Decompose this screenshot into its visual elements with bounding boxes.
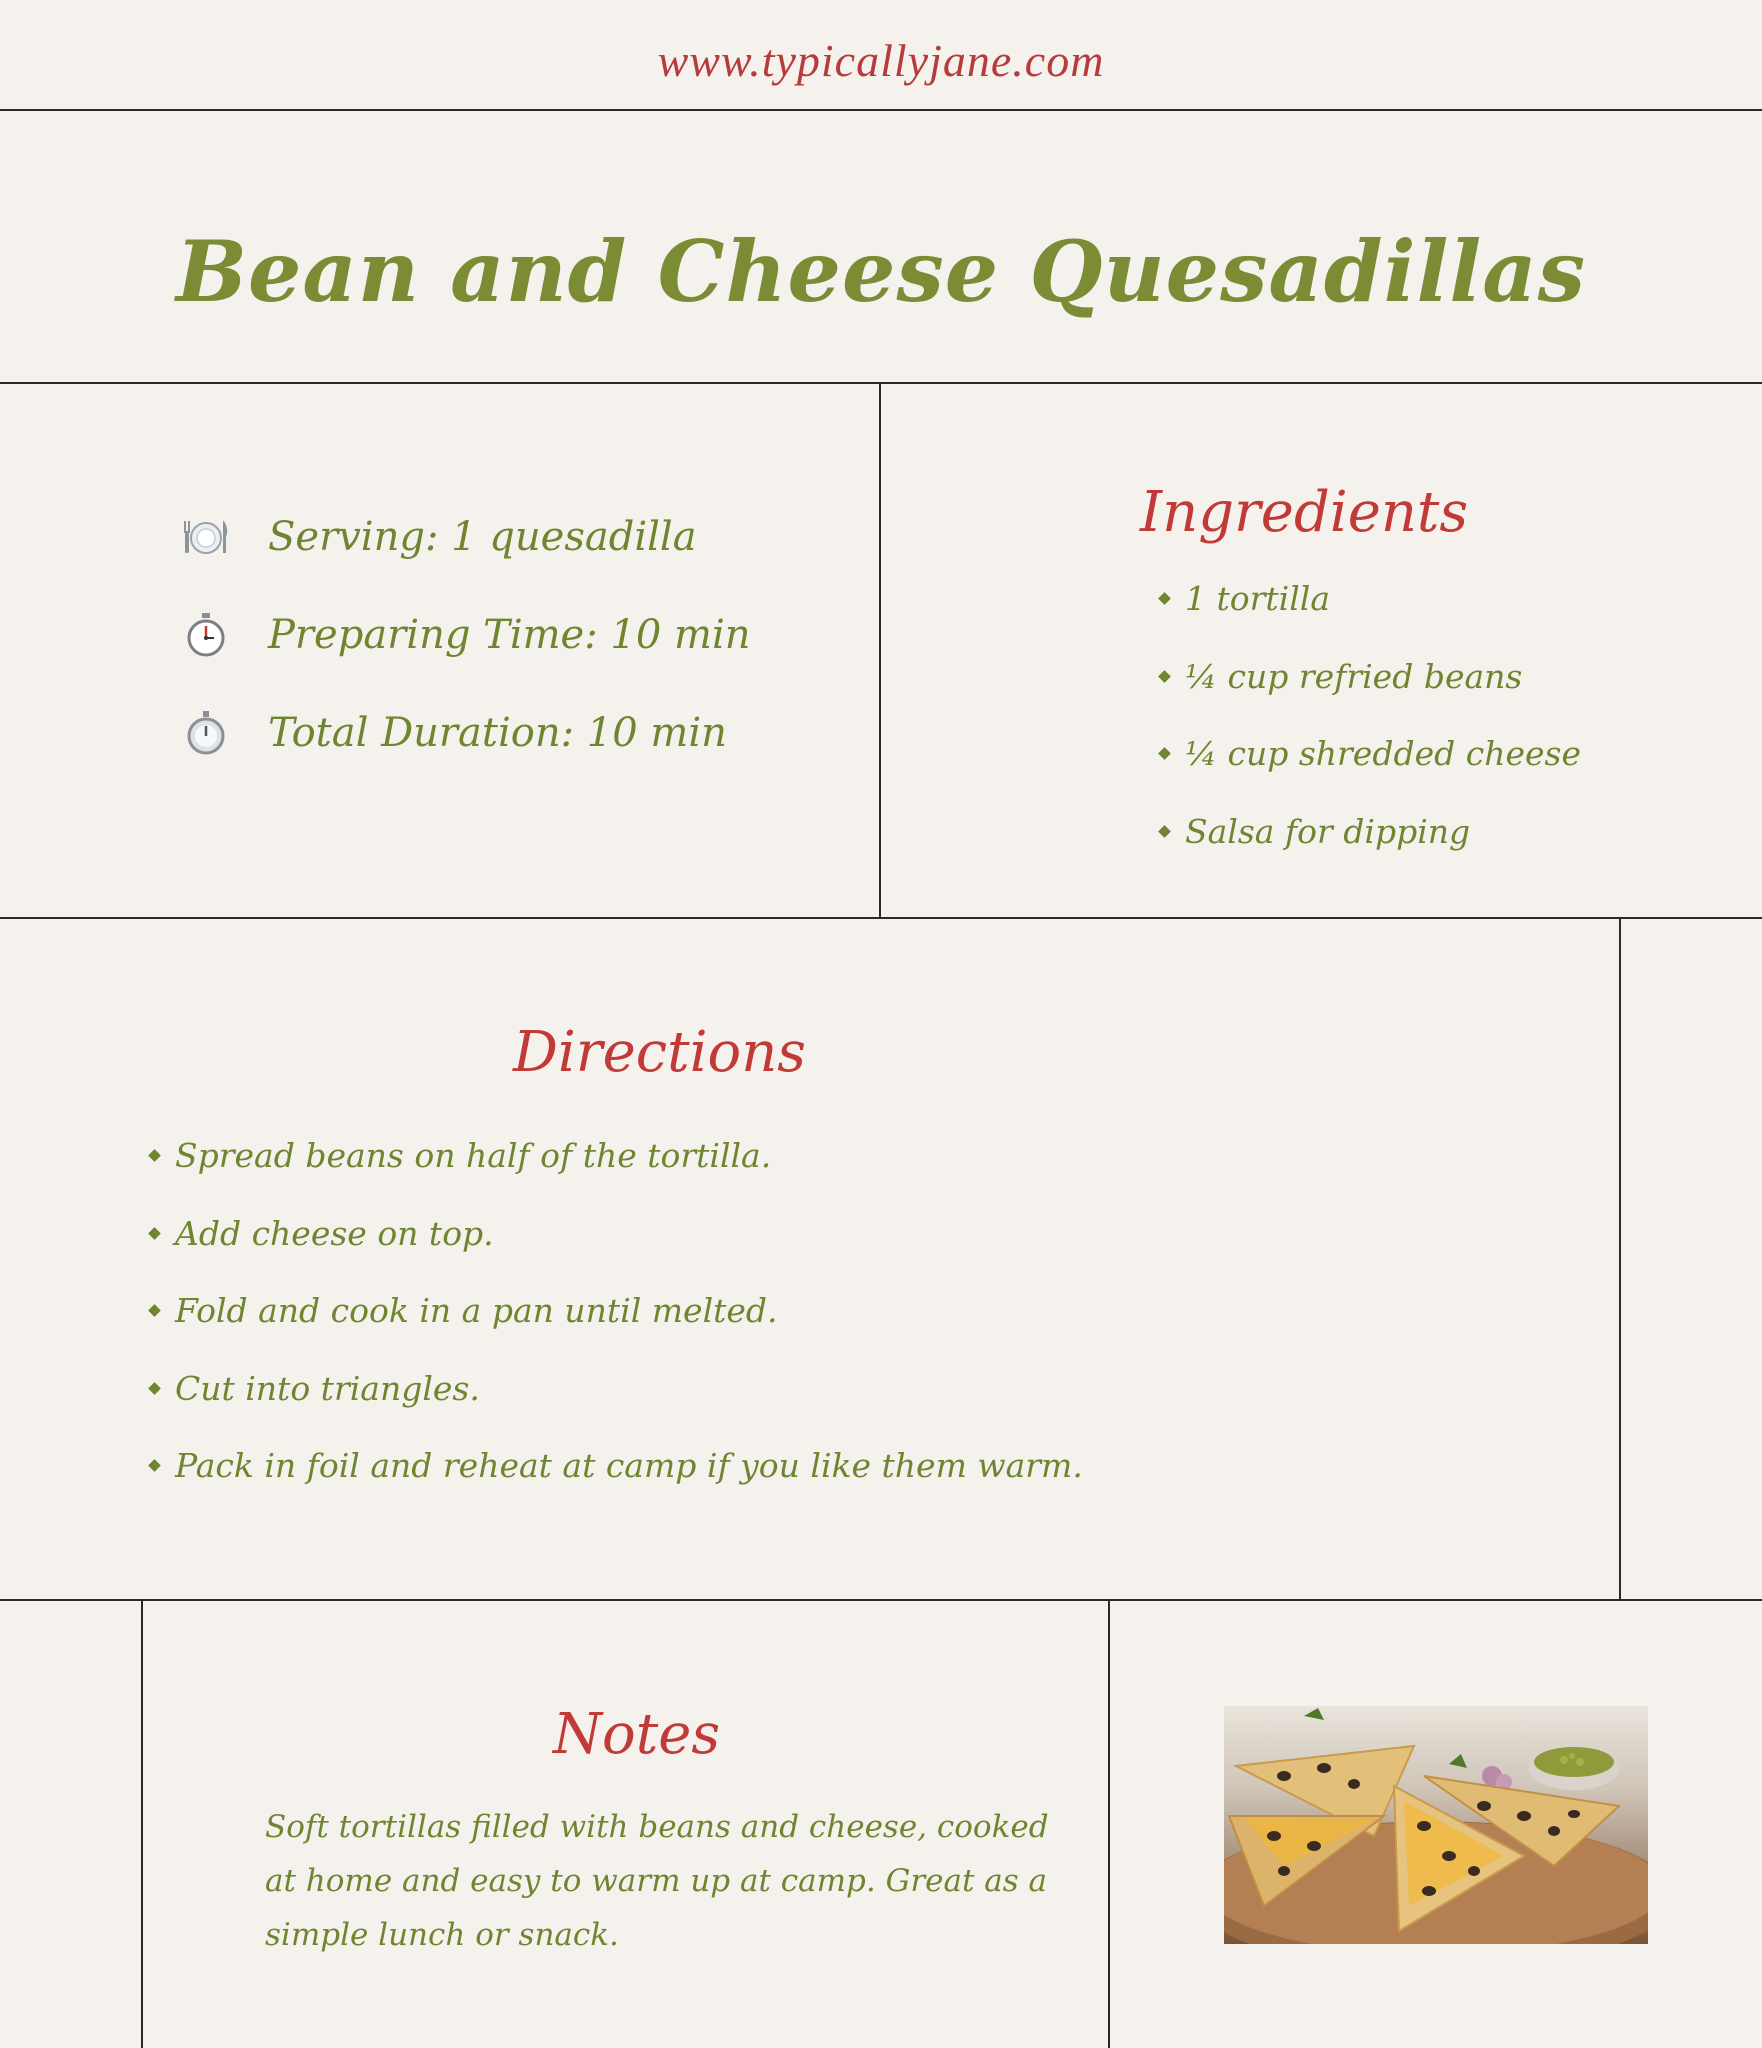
- direction-step: Fold and cook in a pan until melted.: [150, 1272, 1083, 1350]
- meta-total-duration: [180, 703, 727, 763]
- timer-dial-icon: [180, 707, 232, 759]
- divider-directions-right: [1619, 918, 1621, 1600]
- ingredient-item: ¼ cup refried beans: [1160, 638, 1581, 716]
- meta-prep-time: [180, 605, 751, 665]
- meta-prep-text: Preparing Time: 10 min: [268, 612, 751, 658]
- divider-notes-left: [141, 1600, 143, 2048]
- divider-directions: [0, 1599, 1762, 1601]
- recipe-title: Bean and Cheese Quesadillas: [175, 222, 1587, 321]
- ingredient-item: 1 tortilla: [1160, 560, 1581, 638]
- divider-meta-ingredients: [879, 383, 881, 918]
- notes-text: Soft tortillas filled with beans and cheese, cooked at home and easy to warm up at camp. Great as a simple lunch or snack.: [265, 1809, 1049, 1953]
- direction-step: Spread beans on half of the tortilla.: [150, 1117, 1083, 1195]
- site-url: www.typicallyjane.com: [657, 35, 1105, 86]
- direction-step: Cut into triangles.: [150, 1350, 1083, 1428]
- ingredients-list: [1160, 560, 1581, 870]
- plate-cutlery-icon: [180, 511, 232, 563]
- notes-heading: Notes: [553, 1702, 721, 1767]
- divider-header: [0, 109, 1762, 111]
- divider-notes-photo: [1108, 1600, 1110, 2048]
- ingredients-heading: Ingredients: [1140, 480, 1469, 545]
- directions-heading: Directions: [513, 1020, 807, 1085]
- divider-title: [0, 382, 1762, 384]
- direction-step: Add cheese on top.: [150, 1195, 1083, 1273]
- meta-total-text: Total Duration: 10 min: [268, 710, 727, 756]
- meta-serving: [180, 507, 697, 567]
- directions-list: [150, 1117, 1083, 1505]
- quesadilla-photo: [1224, 1706, 1648, 1944]
- direction-step: Pack in foil and reheat at camp if you like them warm.: [150, 1427, 1083, 1505]
- meta-serving-text: Serving: 1 quesadilla: [268, 514, 697, 560]
- divider-info: [0, 917, 1762, 919]
- stopwatch-icon: [180, 609, 232, 661]
- ingredient-item: Salsa for dipping: [1160, 793, 1581, 871]
- ingredient-item: ¼ cup shredded cheese: [1160, 715, 1581, 793]
